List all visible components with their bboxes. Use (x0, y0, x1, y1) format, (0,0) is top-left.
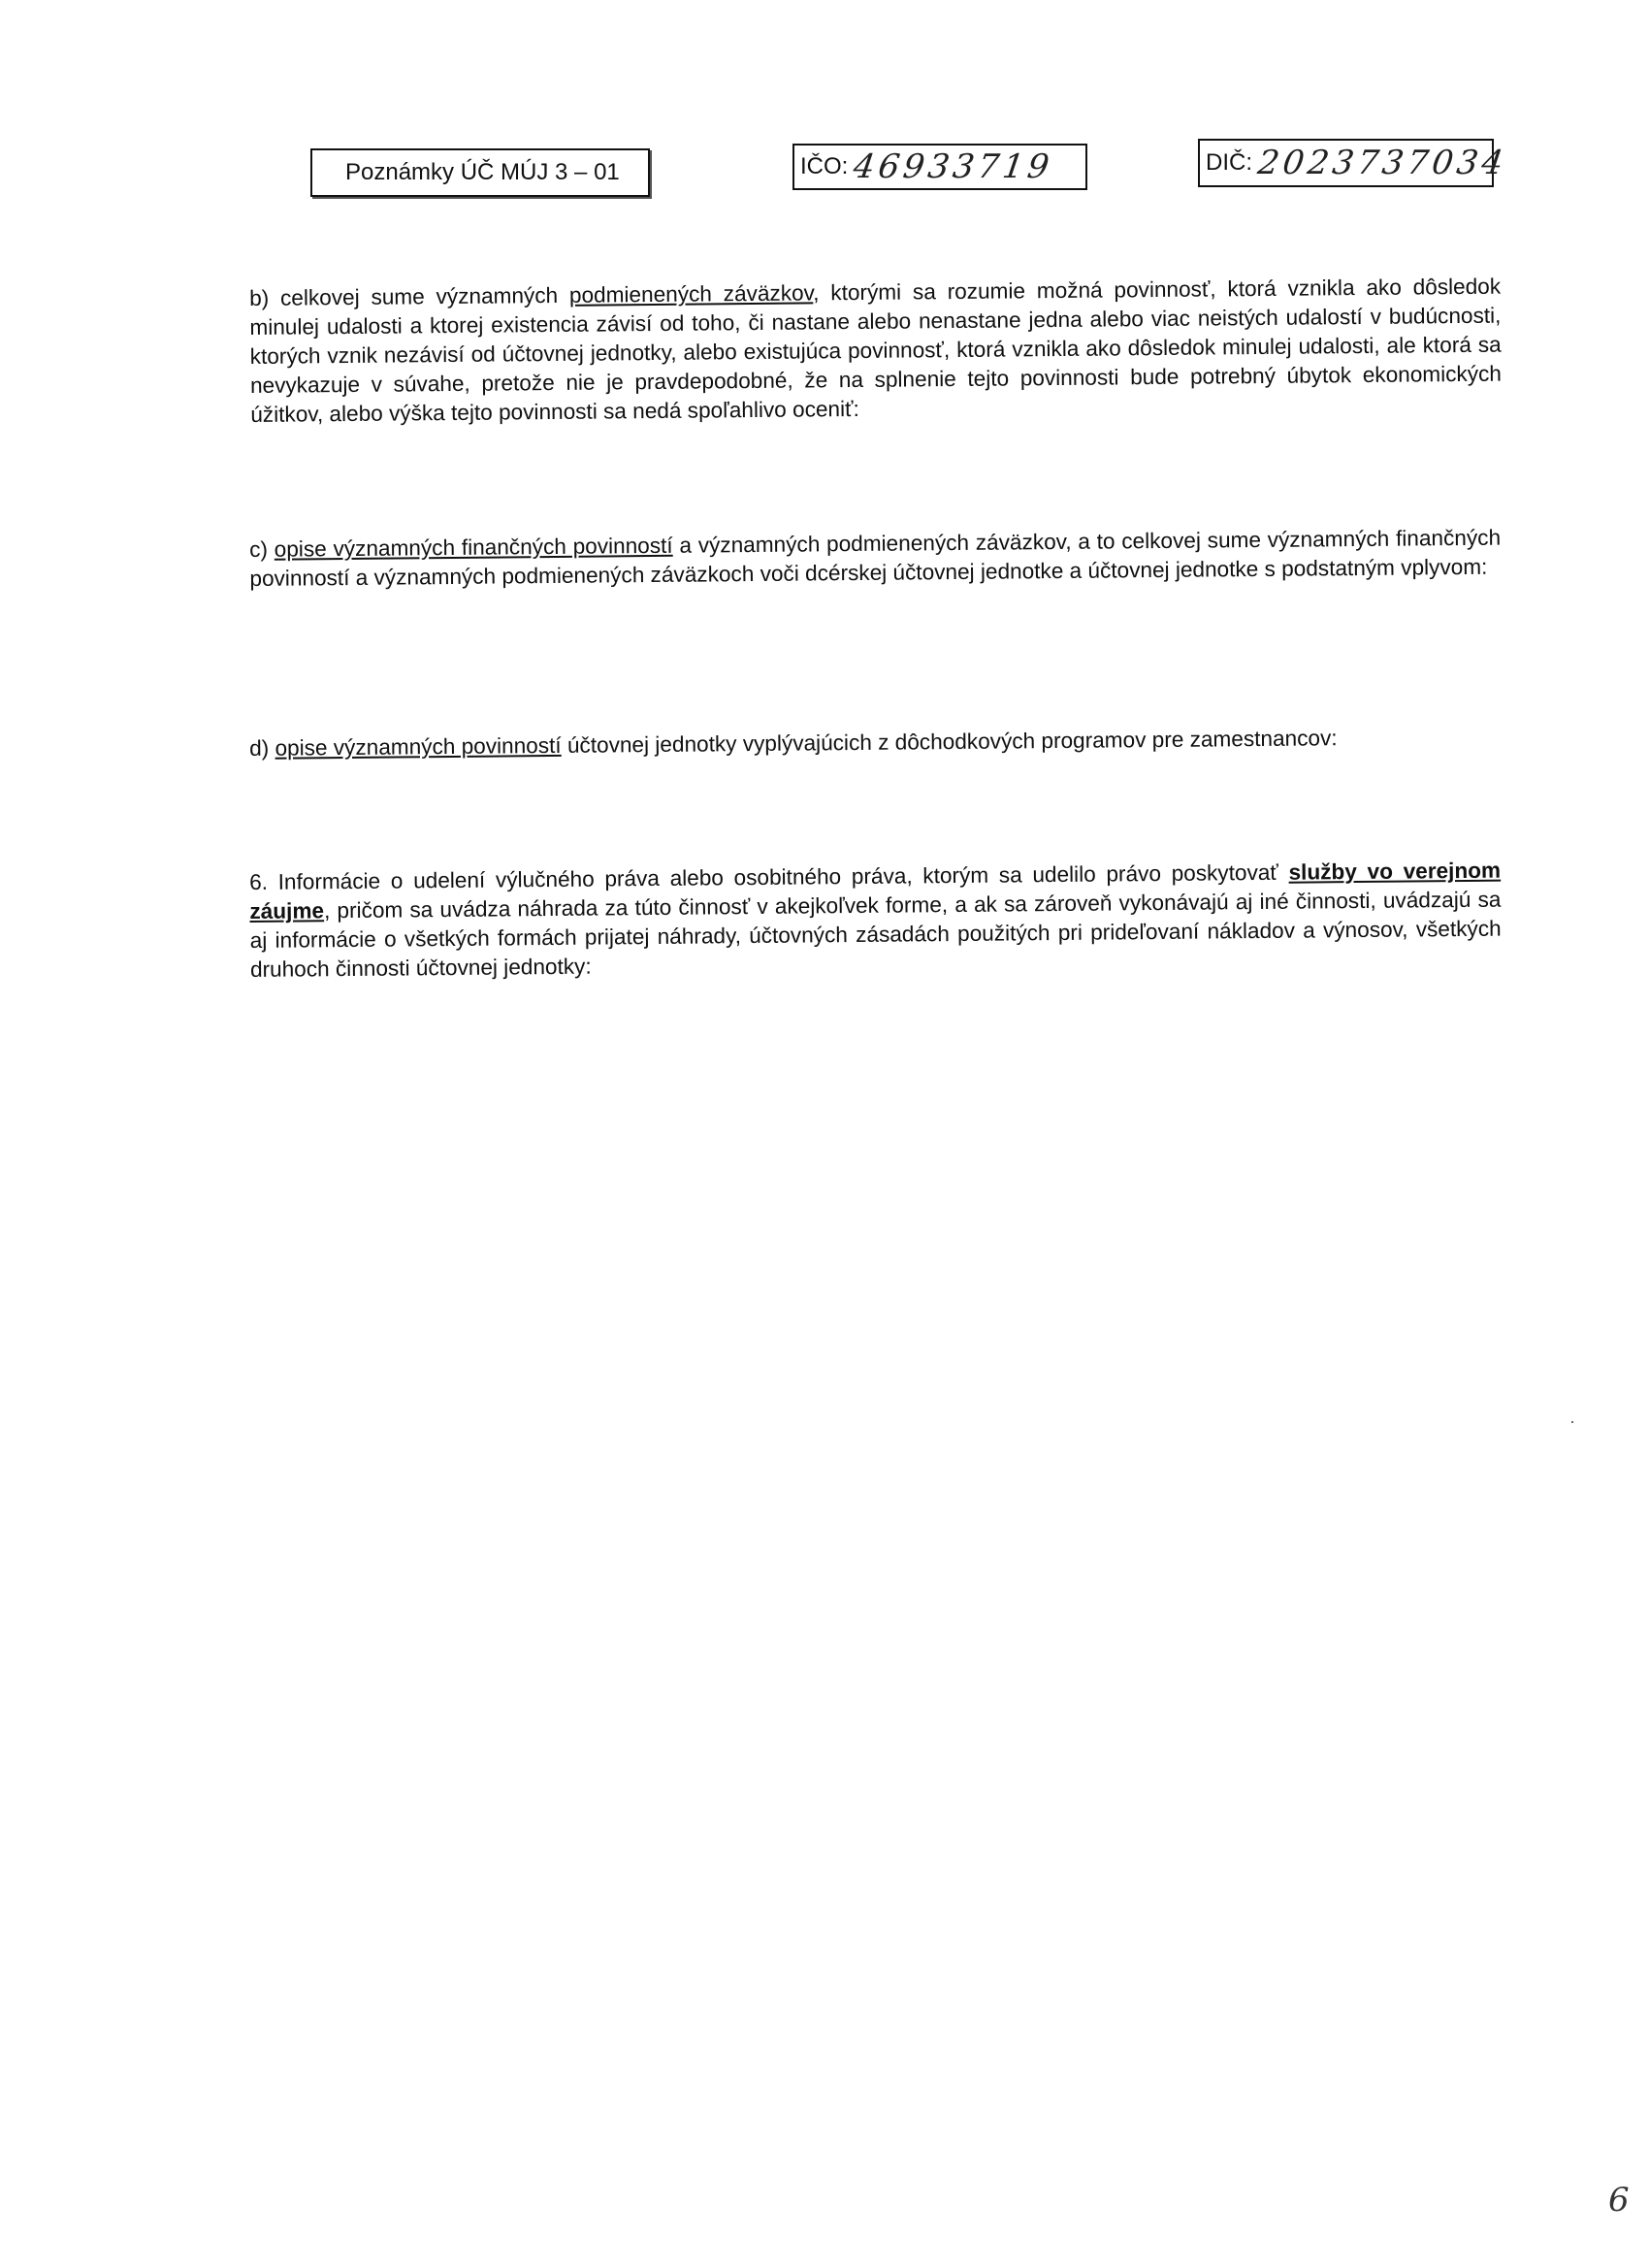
section-d-text: účtovnej jednotky vyplývajúcich z dôchodkových programov pre zamestnancov: (561, 726, 1338, 758)
section-b-paragraph (249, 273, 1502, 430)
section-c-prefix: c) (249, 536, 275, 562)
section-b-underlined-term: podmienených záväzkov (568, 280, 814, 308)
ico-label: IČO: (800, 153, 849, 179)
form-label-box (310, 148, 650, 197)
section-d-paragraph (249, 723, 1501, 763)
dic-label: DIČ: (1206, 149, 1252, 176)
scan-speck (1571, 1421, 1573, 1423)
section-c-paragraph (249, 524, 1502, 594)
section-b-text: , ktorými sa rozumie možná povinnosť, ktorá vznikla ako dôsledok minulej udalosti a ktorej existencia závisí od toho, či nastane alebo nenastane jedna alebo viac neistých udalostí v budúcnosti, ktorých vznik nezávisí od účtovnej jednotky, alebo existujúca povinnosť, ktorá vznikla ako dôsledok minulej udalosti, ale ktorá sa nevykazuje v súvahe, pretože nie je pravdepodobné, že na splnenie tejto povinnosti bude potrebný úbytok ekonomických úžitkov, alebo výška tejto povinnosti sa nedá spoľahlivo oceniť: (249, 274, 1503, 427)
section-6-bold-underlined-term: služby vo verejnom záujme (249, 858, 1502, 923)
handwritten-page-number: 6 (1608, 2181, 1630, 2219)
section-6-paragraph (249, 857, 1502, 985)
dic-handwritten-value: 2023737034 (1255, 144, 1510, 182)
section-6-text: , pričom sa uvádza náhrada za túto činnosť v akejkoľvek forme, a ak sa zároveň vykonávajú aj iné činnosti, uvádzajú sa aj informácie o všetkých formách prijatej náhrady, účtovných zásadách použitých pri prideľovaní nákladov a výnosov, všetkých druhoch činnosti účtovnej jednotky: (249, 887, 1502, 982)
section-d-underlined-term: opise významných povinností (275, 732, 562, 761)
ico-handwritten-value: 46933719 (851, 147, 1056, 186)
ico-box (792, 144, 1087, 190)
section-c-underlined-term: opise významných finančných povinností (274, 533, 673, 562)
section-c-text: a významných podmienených záväzkov, a to celkovej sume významných finančných povinností a významných podmienených záväzkoch voči dcérskej účtovnej jednotke a účtovnej jednotke s podstatným vplyvom: (249, 525, 1502, 591)
section-6-prefix: 6. Informácie o udelení výlučného práva alebo osobitného práva, ktorým sa udelilo právo poskytovať (249, 859, 1289, 894)
section-b-prefix: b) celkovej sume významných (249, 282, 570, 310)
section-d-prefix: d) (249, 735, 275, 761)
dic-box (1198, 139, 1510, 187)
form-label: Poznámky ÚČ MÚJ 3 – 01 (345, 159, 620, 185)
